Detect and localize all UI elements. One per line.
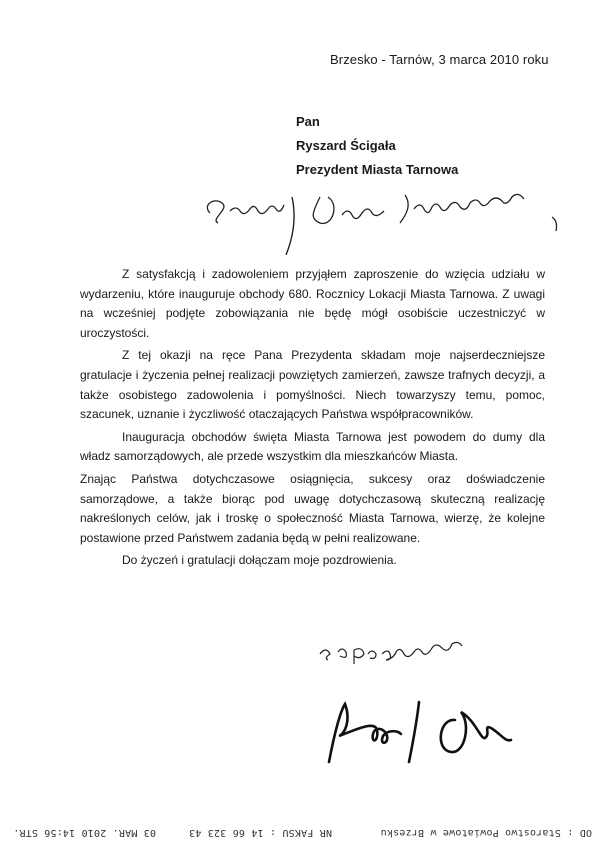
signature: [315, 690, 535, 775]
fax-datetime: 03 MAR. 2010 14:56: [44, 827, 156, 838]
paragraph-2: Z tej okazji na ręce Pana Prezydenta składam moje najserdeczniejsze gratulacje i życzenia pełnej realizacji powziętych zamierzeń, zawsze trafnych decyzji, a także osobistego zadowolenia i pomyślności. Niech towarzyszy temu, pomoc, szacunek, uznanie i życzliwość otaczających Państwa współpracowników.: [80, 348, 545, 422]
salutation-text: Szanowny Panie Prezydencie,: [200, 253, 214, 254]
handwritten-closing: [310, 628, 510, 673]
fax-from: OD : Starostwo Powiatowe w Brzesku: [380, 827, 592, 838]
signature-graphic: [315, 690, 535, 770]
recipient-name: Ryszard Ścigała: [296, 138, 396, 153]
fax-transmission-header: [0, 822, 600, 842]
fax-number: NR FAKSU : 14 66 323 43: [188, 827, 332, 838]
recipient-title: Pan: [296, 114, 320, 129]
letter-date: Brzesko - Tarnów, 3 marca 2010 roku: [330, 52, 549, 67]
closing-handwriting-graphic: [310, 628, 510, 668]
paragraph-3: Inauguracja obchodów święta Miasta Tarnowa jest powodem do dumy dla władz samorządowych, ale przede wszystkim dla mieszkańców Miasta.: [80, 429, 545, 464]
paragraph-1: Z satysfakcją i zadowoleniem przyjąłem zaproszenie do wzięcia udziału w wydarzeniu, które inauguruje obchody 680. Rocznicy Lokacji Miasta Tarnowa. Z uwagi na wcześniej podjęte zobowiązania nie będę mógł osobiście uczestniczyć w uroczystości.: [80, 267, 545, 340]
salutation-handwriting-graphic: [200, 175, 570, 255]
letter-body: [80, 265, 545, 574]
recipient-block: [296, 110, 458, 182]
handwritten-salutation: [200, 175, 570, 260]
paragraph-4: Znając Państwa dotychczasowe osiągnięcia, sukcesy oraz doświadczenie samorządowe, a także biorąc pod uwagę dotychczasową skuteczną realizację nakreślonych celów, jak i troskę o społeczność Miasta Tarnowa, wierzę, że kolejne postawione przed Państwem zadania będą w pełni realizowane.: [80, 471, 545, 545]
paragraph-5: Do życzeń i gratulacji dołączam moje pozdrowienia.: [122, 553, 397, 568]
fax-page: STR.: [13, 827, 38, 838]
recipient-position: Prezydent Miasta Tarnowa: [296, 162, 459, 177]
closing-text: z pozdrowieniami: [310, 667, 318, 668]
